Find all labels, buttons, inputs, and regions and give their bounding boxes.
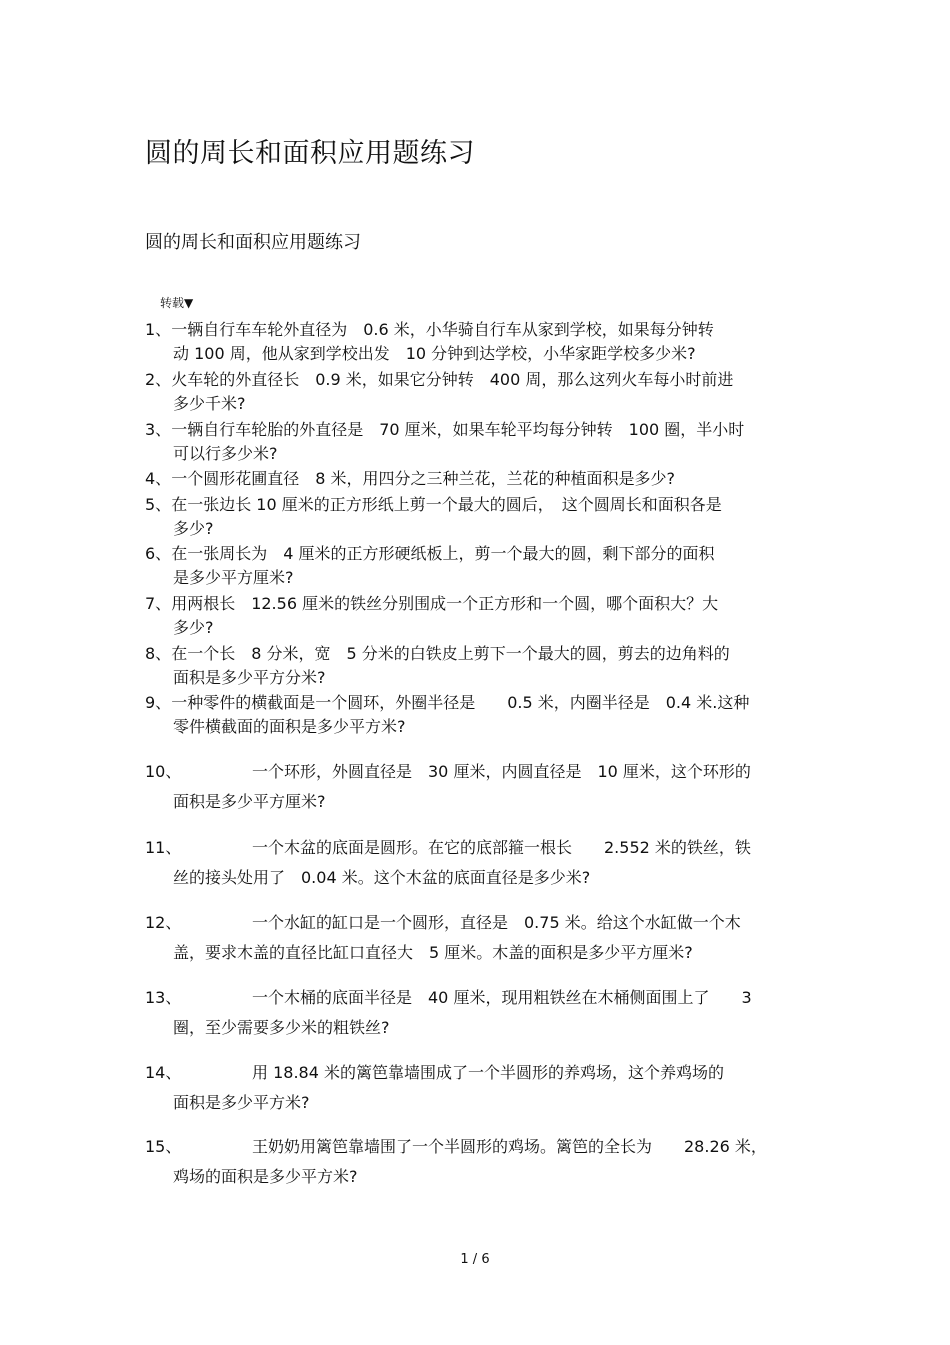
question-text: 多少千米? (173, 394, 246, 413)
question-text: 面积是多少平方分米? (173, 668, 326, 687)
question-text: 鸡场的面积是多少平方米? (173, 1167, 358, 1186)
question-item (145, 691, 825, 739)
question-item (145, 542, 825, 590)
question-number: 12、 (145, 913, 182, 932)
question-text: 一个木桶的底面半径是 40 厘米，现用粗铁丝在木桶侧面围上了 3 (252, 988, 752, 1007)
question-text: 盖，要求木盖的直径比缸口直径大 5 厘米。木盖的面积是多少平方厘米? (173, 943, 693, 962)
question-number: 2、 (145, 370, 172, 389)
question-number: 6、 (145, 544, 172, 563)
question-text: 是多少平方厘米? (173, 568, 294, 587)
question-text: 一辆自行车轮胎的外直径是 70 厘米，如果车轮平均每分钟转 100 圈，半小时 (171, 420, 745, 439)
question-number: 15、 (145, 1137, 182, 1156)
question-text: 面积是多少平方厘米? (173, 792, 326, 811)
page-indicator: 1 / 6 (460, 1252, 490, 1267)
question-text: 一种零件的横截面是一个圆环，外圈半径是 0.5 米，内圈半径是 0.4 米.这种 (171, 693, 750, 712)
question-text: 多少? (173, 618, 214, 637)
question-item (145, 1132, 825, 1192)
reprint-link[interactable]: 转载▼ (160, 296, 194, 310)
question-text: 丝的接头处用了 0.04 米。这个木盆的底面直径是多少米? (173, 868, 591, 887)
question-text: 面积是多少平方米? (173, 1093, 310, 1112)
question-number: 13、 (145, 988, 182, 1007)
question-text: 多少? (173, 519, 214, 538)
question-number: 10、 (145, 762, 182, 781)
page-title: 圆的周长和面积应用题练习 (145, 138, 475, 169)
question-number: 8、 (145, 644, 172, 663)
question-item (145, 642, 825, 690)
question-text: 火车轮的外直径长 0.9 米，如果它分钟转 400 周，那么这列火车每小时前进 (171, 370, 734, 389)
question-text: 在一个长 8 分米，宽 5 分米的白铁皮上剪下一个最大的圆，剪去的边角料的 (171, 644, 730, 663)
question-text: 一个木盆的底面是圆形。在它的底部箍一根长 2.552 米的铁丝，铁 (252, 838, 751, 857)
question-text: 一辆自行车车轮外直径为 0.6 米，小华骑自行车从家到学校，如果每分钟转 (171, 320, 714, 339)
question-number: 7、 (145, 594, 172, 613)
question-text: 一个圆形花圃直径 8 米，用四分之三种兰花，兰花的种植面积是多少? (171, 469, 675, 488)
question-text: 可以行多少米? (173, 444, 278, 463)
question-number: 9、 (145, 693, 172, 712)
question-item (145, 368, 825, 416)
question-text: 动 100 周，他从家到学校出发 10 分钟到达学校，小华家距学校多少米? (173, 344, 696, 363)
question-number: 11、 (145, 838, 182, 857)
question-text: 圈，至少需要多少米的粗铁丝? (173, 1018, 390, 1037)
question-number: 14、 (145, 1063, 182, 1082)
question-item (145, 908, 825, 968)
question-text: 一个水缸的缸口是一个圆形，直径是 0.75 米。给这个水缸做一个木 (252, 913, 741, 932)
question-item (145, 493, 825, 541)
question-number: 1、 (145, 320, 172, 339)
question-text: 王奶奶用篱笆靠墙围了一个半圆形的鸡场。篱笆的全长为 28.26 米， (252, 1137, 767, 1156)
question-item (145, 833, 825, 893)
question-text: 零件横截面的面积是多少平方米? (173, 717, 406, 736)
question-text: 一个环形，外圆直径是 30 厘米，内圆直径是 10 厘米，这个环形的 (252, 762, 751, 781)
question-item (145, 467, 825, 491)
question-item (145, 318, 825, 366)
question-number: 5、 (145, 495, 172, 514)
question-text: 在一张周长为 4 厘米的正方形硬纸板上，剪一个最大的圆，剩下部分的面积 (171, 544, 715, 563)
question-number: 3、 (145, 420, 172, 439)
question-item (145, 1058, 825, 1118)
question-item (145, 418, 825, 466)
question-text: 在一张边长 10 厘米的正方形纸上剪一个最大的圆后， 这个圆周长和面积各是 (171, 495, 722, 514)
question-number: 4、 (145, 469, 172, 488)
article-subtitle: 圆的周长和面积应用题练习 (145, 232, 361, 253)
question-text: 用 18.84 米的篱笆靠墙围成了一个半圆形的养鸡场，这个养鸡场的 (252, 1063, 724, 1082)
question-item (145, 757, 825, 817)
question-item (145, 592, 825, 640)
question-text: 用两根长 12.56 厘米的铁丝分别围成一个正方形和一个圆，哪个面积大？大 (171, 594, 719, 613)
question-item (145, 983, 825, 1043)
